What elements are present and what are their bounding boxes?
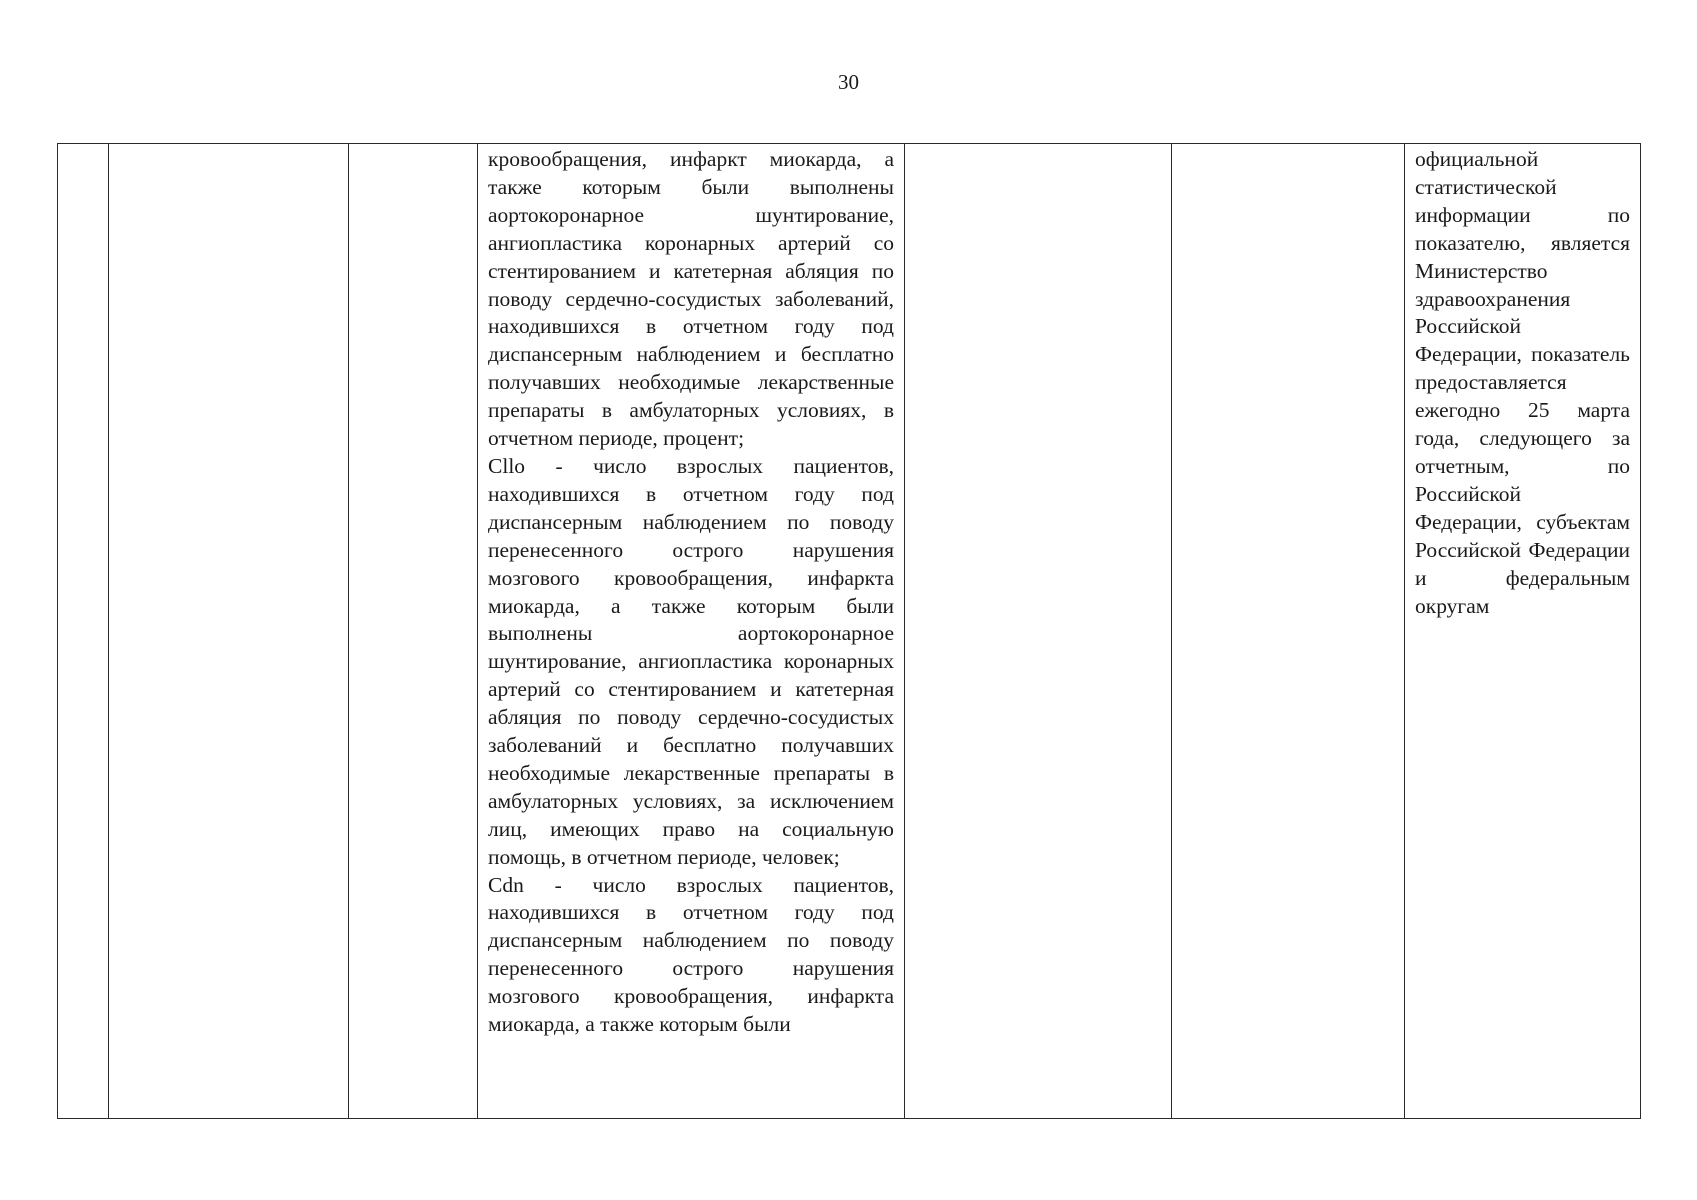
paragraph: Cllo - число взрослых пациентов, находившихся в отчетном году под диспансерным наблюдением по поводу перенесенного острого нарушения мозгового кровообращения, инфаркта миокарда, а также которым были выполнены аортокоронарное шунтирование, ангиопластика коронарных артерий со стентированием и катетерная абляция по поводу сердечно-сосудистых заболеваний и бесплатно получавших необходимые лекарственные препараты в амбулаторных условиях, за исключением лиц, имеющих право на социальную помощь, в отчетном периоде, человек;: [488, 453, 894, 869]
cell-text: [58, 144, 108, 146]
table-cell-col5: [905, 144, 1172, 1119]
paragraph: Cdn - число взрослых пациентов, находившихся в отчетном году под диспансерным наблюдением по поводу перенесенного острого нарушения мозгового кровообращения, инфаркта миокарда, а также которым были: [488, 872, 894, 1037]
cell-text: [109, 144, 348, 146]
paragraph: кровообращения, инфаркт миокарда, а также которым были выполнены аортокоронарное шунтирование, ангиопластика коронарных артерий со стентированием и катетерная абляция по поводу сердечно-сосудистых заболеваний, находившихся в отчетном году под диспансерным наблюдением и бесплатно получавших необходимые лекарственные препараты в амбулаторных условиях, в отчетном периоде, процент;: [488, 147, 894, 451]
table-cell-col1: [58, 144, 109, 1119]
indicator-table: [57, 143, 1641, 1119]
table-cell-col3: [349, 144, 478, 1119]
table-cell-data-source: [1405, 144, 1641, 1119]
table-cell-col6: [1172, 144, 1405, 1119]
cell-text: [349, 144, 477, 146]
cell-text: [1172, 144, 1404, 146]
table-cell-calculation-method: [478, 144, 905, 1119]
calculation-method-text: [478, 144, 904, 1039]
page-number: 30: [838, 70, 859, 94]
table-cell-col2: [109, 144, 349, 1119]
data-source-text: официальной статистической информации по показателю, является Министерство здравоохранения Российской Федерации, показатель предоставляется ежегодно 25 марта года, следующего за отчетным, по Российской Федерации, субъектам Российской Федерации и федеральным округам: [1415, 147, 1630, 618]
table-row: [58, 144, 1641, 1119]
cell-text: [905, 144, 1171, 146]
